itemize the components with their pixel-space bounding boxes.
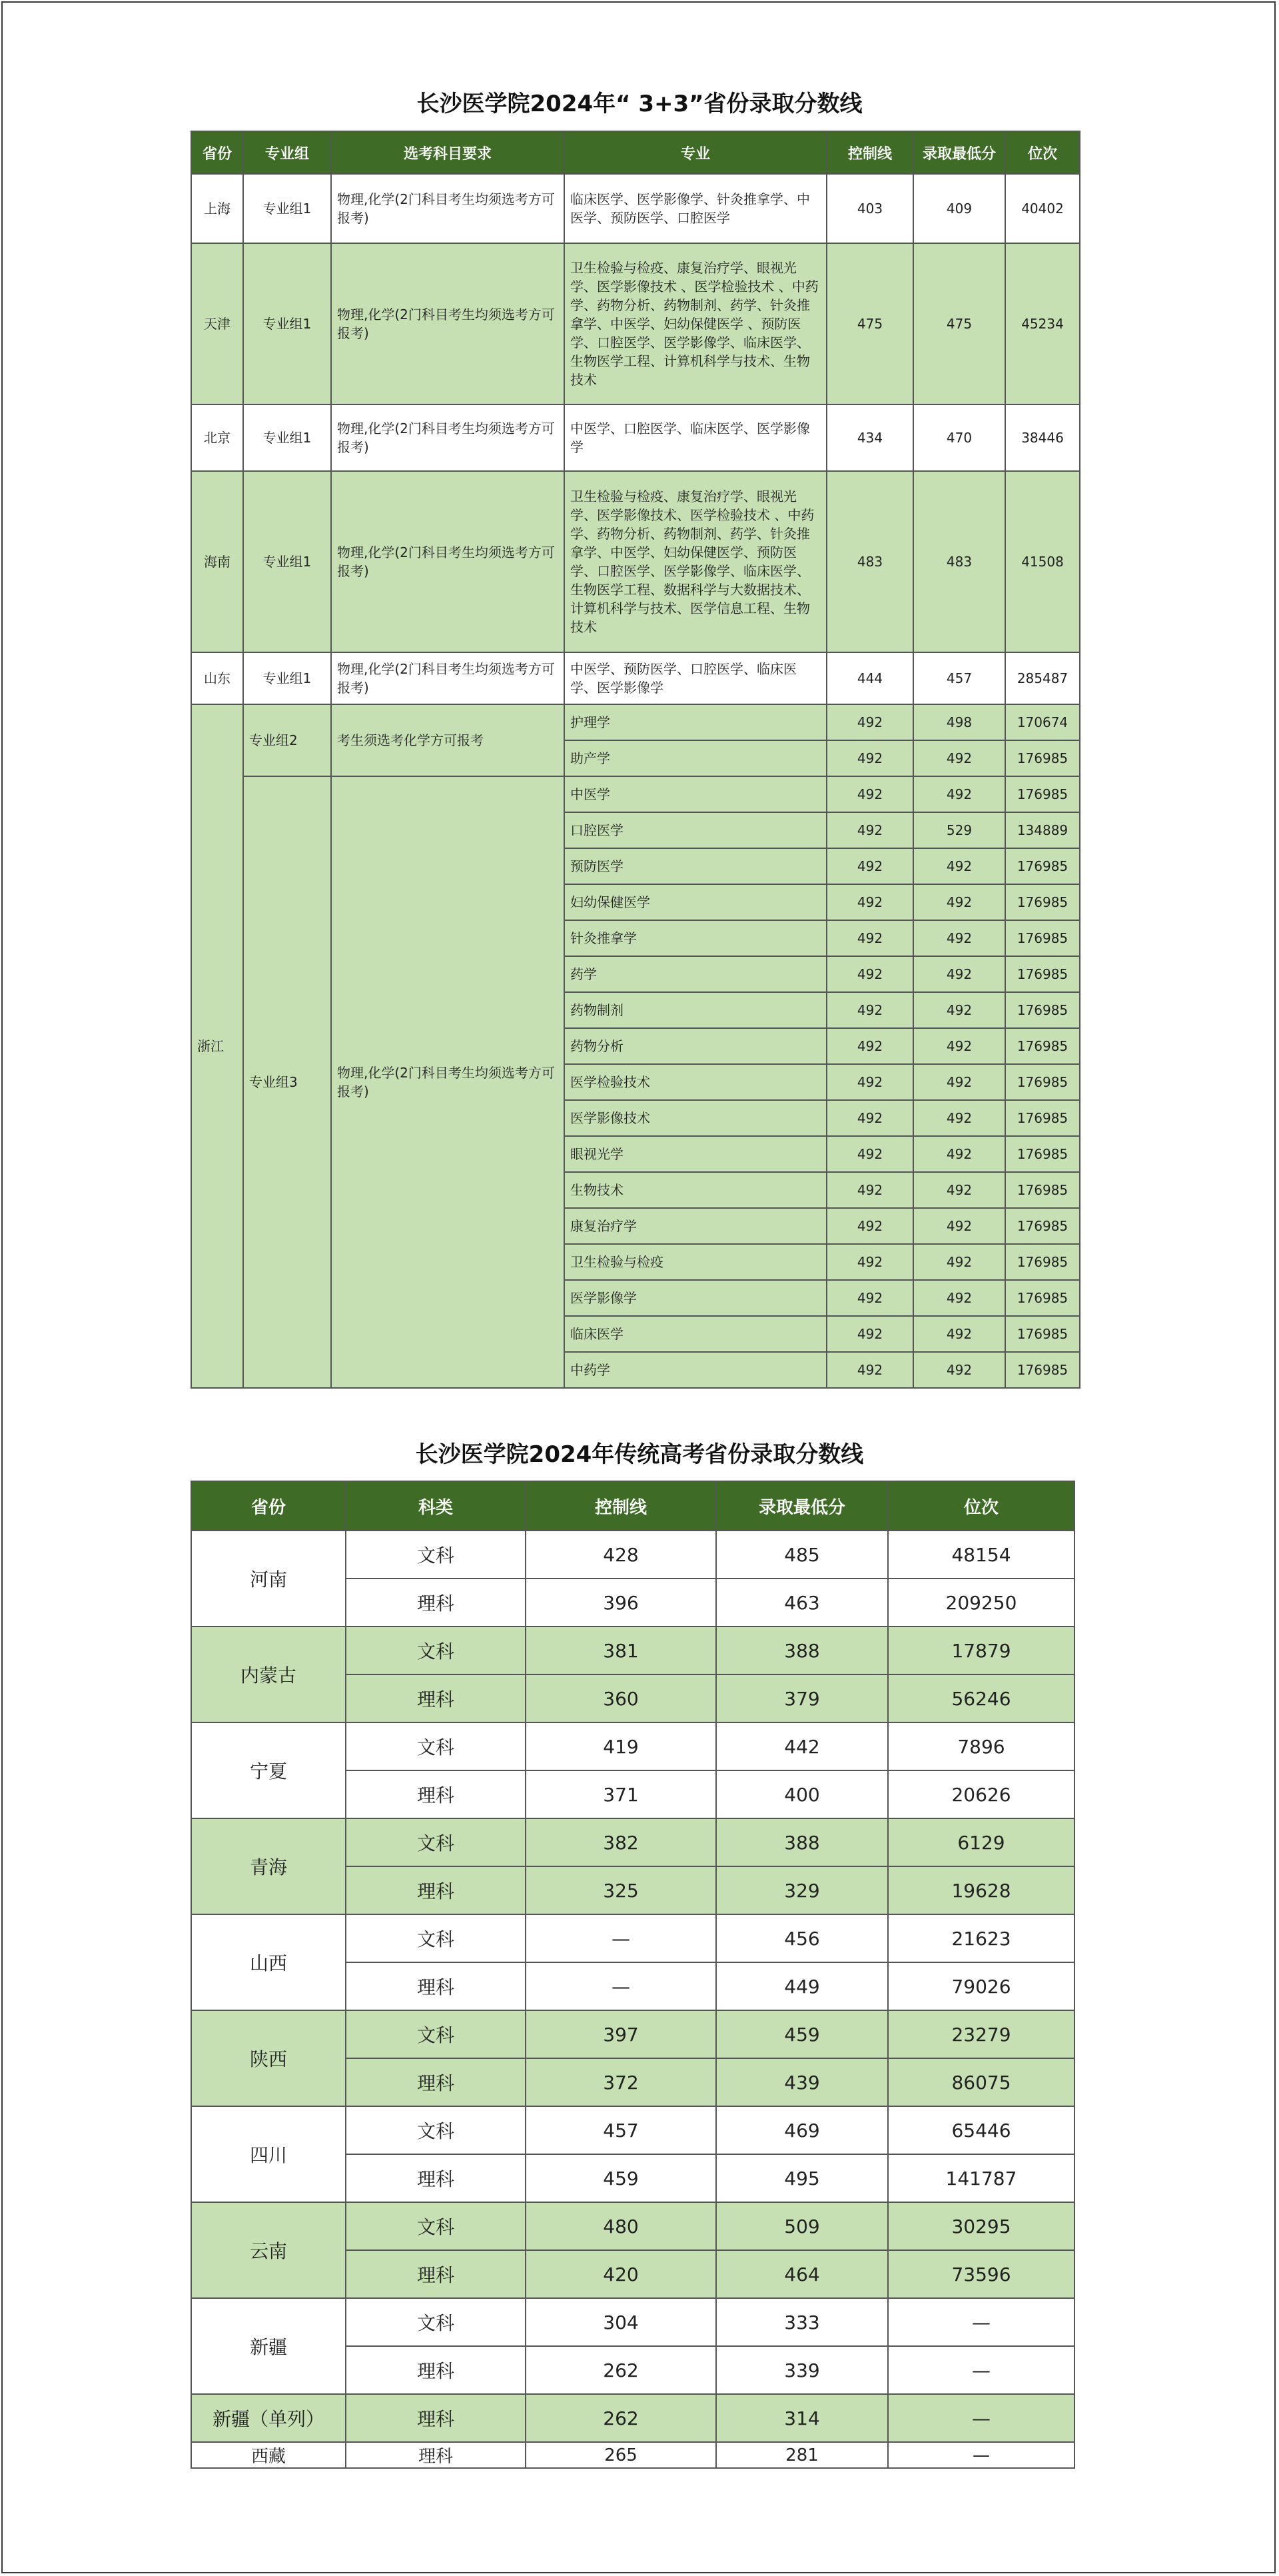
min-score-cell: 469 [716, 2106, 888, 2154]
control-line-cell: 262 [526, 2346, 716, 2394]
control-line-cell: 371 [526, 1770, 716, 1818]
major-cell: 助产学 [564, 740, 827, 776]
major-cell: 中药学 [564, 1352, 827, 1388]
rank-cell: — [888, 2394, 1074, 2442]
province-cell: 云南 [191, 2202, 346, 2298]
min-score-cell: 509 [716, 2202, 888, 2250]
rank-cell: 170674 [1005, 704, 1080, 740]
major-cell: 口腔医学 [564, 812, 827, 848]
major-cell: 针灸推拿学 [564, 920, 827, 956]
rank-cell: — [888, 2442, 1074, 2468]
province-cell: 内蒙古 [191, 1626, 346, 1722]
table-row [191, 2106, 1074, 2154]
control-line-cell: 434 [827, 404, 913, 471]
rank-cell: 7896 [888, 1722, 1074, 1770]
min-score-cell: 492 [913, 1280, 1005, 1316]
control-line-cell: 475 [827, 243, 913, 404]
control-line-cell: 372 [526, 2058, 716, 2106]
major-cell: 医学影像学 [564, 1280, 827, 1316]
rank-cell: 48154 [888, 1531, 1074, 1579]
group-cell: 专业组2 [243, 704, 331, 776]
requirement-cell: 物理,化学(2门科目考生均须选考方可报考) [331, 471, 564, 652]
min-score-cell: 388 [716, 1626, 888, 1674]
major-cell: 临床医学、医学影像学、针灸推拿学、中医学、预防医学、口腔医学 [564, 174, 827, 243]
major-cell: 预防医学 [564, 848, 827, 884]
rank-cell: 38446 [1005, 404, 1080, 471]
control-line-cell: 492 [827, 1316, 913, 1352]
subject-type-cell: 理科 [346, 2394, 526, 2442]
table2-body [191, 1531, 1074, 2468]
rank-cell: 176985 [1005, 1244, 1080, 1280]
min-score-cell: 492 [913, 1208, 1005, 1244]
min-score-cell: 281 [716, 2442, 888, 2468]
control-line-cell: 492 [827, 1136, 913, 1172]
min-score-cell: 492 [913, 1064, 1005, 1100]
major-cell: 康复治疗学 [564, 1208, 827, 1244]
province-cell: 新疆 [191, 2298, 346, 2394]
control-line-cell: 492 [827, 704, 913, 740]
requirement-cell: 物理,化学(2门科目考生均须选考方可报考) [331, 174, 564, 243]
rank-cell: 285487 [1005, 652, 1080, 704]
min-score-cell: 492 [913, 1316, 1005, 1352]
header-control-line: 控制线 [827, 131, 913, 174]
subject-type-cell: 文科 [346, 1914, 526, 1962]
major-cell: 卫生检验与检疫 [564, 1244, 827, 1280]
control-line-cell: 419 [526, 1722, 716, 1770]
min-score-cell: 492 [913, 1028, 1005, 1064]
rank-cell: 176985 [1005, 992, 1080, 1028]
control-line-cell: 444 [827, 652, 913, 704]
subject-type-cell: 文科 [346, 2298, 526, 2346]
rank-cell: 45234 [1005, 243, 1080, 404]
rank-cell: 176985 [1005, 1208, 1080, 1244]
major-cell: 医学影像技术 [564, 1100, 827, 1136]
header-min-score: 录取最低分 [716, 1481, 888, 1531]
min-score-cell: 492 [913, 848, 1005, 884]
table1-body [191, 174, 1080, 1388]
province-cell: 北京 [191, 404, 243, 471]
control-line-cell: 325 [526, 1866, 716, 1914]
major-cell: 药物制剂 [564, 992, 827, 1028]
subject-type-cell: 理科 [346, 2154, 526, 2202]
subject-type-cell: 文科 [346, 2010, 526, 2058]
min-score-cell: 475 [913, 243, 1005, 404]
table-row [191, 1626, 1074, 1674]
major-cell: 妇幼保健医学 [564, 884, 827, 920]
subject-type-cell: 理科 [346, 2442, 526, 2468]
header-rank: 位次 [888, 1481, 1074, 1531]
province-cell: 青海 [191, 1818, 346, 1914]
min-score-cell: 339 [716, 2346, 888, 2394]
table-row [191, 2202, 1074, 2250]
control-line-cell: 262 [526, 2394, 716, 2442]
rank-cell: 176985 [1005, 1028, 1080, 1064]
table-row [191, 776, 1080, 812]
min-score-cell: 333 [716, 2298, 888, 2346]
requirement-cell: 物理,化学(2门科目考生均须选考方可报考) [331, 404, 564, 471]
rank-cell: 176985 [1005, 1136, 1080, 1172]
rank-cell: 20626 [888, 1770, 1074, 1818]
min-score-cell: 457 [913, 652, 1005, 704]
header-province: 省份 [191, 1481, 346, 1531]
control-line-cell: 492 [827, 812, 913, 848]
subject-type-cell: 理科 [346, 1962, 526, 2010]
control-line-cell: 492 [827, 1028, 913, 1064]
requirement-cell: 考生须选考化学方可报考 [331, 704, 564, 776]
subject-type-cell: 文科 [346, 2202, 526, 2250]
group-cell: 专业组1 [243, 174, 331, 243]
header-subject-type: 科类 [346, 1481, 526, 1531]
rank-cell: 73596 [888, 2250, 1074, 2298]
rank-cell: 30295 [888, 2202, 1074, 2250]
control-line-cell: 492 [827, 776, 913, 812]
province-cell: 山西 [191, 1914, 346, 2010]
major-cell: 护理学 [564, 704, 827, 740]
province-cell: 上海 [191, 174, 243, 243]
min-score-cell: 314 [716, 2394, 888, 2442]
group-cell: 专业组3 [243, 776, 331, 1388]
header-major: 专业 [564, 131, 827, 174]
control-line-cell: 457 [526, 2106, 716, 2154]
table-row [191, 1722, 1074, 1770]
min-score-cell: 464 [716, 2250, 888, 2298]
min-score-cell: 495 [716, 2154, 888, 2202]
table-row [191, 2298, 1074, 2346]
min-score-cell: 329 [716, 1866, 888, 1914]
rank-cell: 176985 [1005, 884, 1080, 920]
min-score-cell: 442 [716, 1722, 888, 1770]
group-cell: 专业组1 [243, 471, 331, 652]
table-row [191, 1531, 1074, 1579]
province-cell: 浙江 [191, 704, 243, 1388]
province-cell: 西藏 [191, 2442, 346, 2468]
province-cell: 海南 [191, 471, 243, 652]
requirement-cell: 物理,化学(2门科目考生均须选考方可报考) [331, 776, 564, 1388]
control-line-cell: 403 [827, 174, 913, 243]
rank-cell: 41508 [1005, 471, 1080, 652]
rank-cell: 79026 [888, 1962, 1074, 2010]
header-group: 专业组 [243, 131, 331, 174]
table-row [191, 1914, 1074, 1962]
header-control-line: 控制线 [526, 1481, 716, 1531]
major-cell: 生物技术 [564, 1172, 827, 1208]
header-province: 省份 [191, 131, 243, 174]
major-cell: 卫生检验与检疫、康复治疗学、眼视光学、医学影像技术、医学检验技术 、中药学、药物分析、药物制剂、药学、针灸推拿学、中医学、妇幼保健医学、预防医学、口腔医学、医学影像学、临床医学、生物医学工程、数据科学与大数据技术、计算机科学与技术、医学信息工程、生物技术 [564, 471, 827, 652]
header-min-score: 录取最低分 [913, 131, 1005, 174]
header-rank: 位次 [1005, 131, 1080, 174]
control-line-cell: 492 [827, 1172, 913, 1208]
table-row [191, 404, 1080, 471]
rank-cell: 56246 [888, 1674, 1074, 1722]
table-row [191, 704, 1080, 740]
subject-type-cell: 理科 [346, 2250, 526, 2298]
control-line-cell: 381 [526, 1626, 716, 1674]
table1-title: 长沙医学院2024年“ 3+3”省份录取分数线 [416, 91, 863, 117]
table-row [191, 652, 1080, 704]
min-score-cell: 492 [913, 1172, 1005, 1208]
rank-cell: 19628 [888, 1866, 1074, 1914]
major-cell: 药学 [564, 956, 827, 992]
subject-type-cell: 理科 [346, 1579, 526, 1626]
control-line-cell: 360 [526, 1674, 716, 1722]
table-row [191, 174, 1080, 243]
subject-type-cell: 理科 [346, 2058, 526, 2106]
major-cell: 中医学、口腔医学、临床医学、医学影像学 [564, 404, 827, 471]
subject-type-cell: 文科 [346, 1722, 526, 1770]
province-cell: 山东 [191, 652, 243, 704]
major-cell: 卫生检验与检疫、康复治疗学、眼视光学、医学影像技术 、医学检验技术 、中药学、药物分析、药物制剂、药学、针灸推拿学、中医学、妇幼保健医学 、预防医学、口腔医学、医学影像学、临床医学、生物医学工程、计算机科学与技术、生物技术 [564, 243, 827, 404]
control-line-cell: 492 [827, 848, 913, 884]
control-line-cell: 492 [827, 956, 913, 992]
rank-cell: 176985 [1005, 848, 1080, 884]
min-score-cell: 379 [716, 1674, 888, 1722]
min-score-cell: 492 [913, 1100, 1005, 1136]
rank-cell: — [888, 2298, 1074, 2346]
rank-cell: 176985 [1005, 956, 1080, 992]
rank-cell: 176985 [1005, 1316, 1080, 1352]
control-line-cell: 492 [827, 884, 913, 920]
table-3plus3-scores [191, 131, 1080, 1389]
min-score-cell: 483 [913, 471, 1005, 652]
header-requirement: 选考科目要求 [331, 131, 564, 174]
control-line-cell: 428 [526, 1531, 716, 1579]
rank-cell: 21623 [888, 1914, 1074, 1962]
min-score-cell: 492 [913, 1136, 1005, 1172]
table2-header-row [191, 1481, 1074, 1531]
control-line-cell: 492 [827, 1208, 913, 1244]
table-traditional-scores [191, 1481, 1075, 2469]
rank-cell: 176985 [1005, 776, 1080, 812]
table-row [191, 243, 1080, 404]
group-cell: 专业组1 [243, 652, 331, 704]
requirement-cell: 物理,化学(2门科目考生均须选考方可报考) [331, 243, 564, 404]
subject-type-cell: 理科 [346, 1866, 526, 1914]
control-line-cell: 492 [827, 992, 913, 1028]
rank-cell: 65446 [888, 2106, 1074, 2154]
control-line-cell: 396 [526, 1579, 716, 1626]
min-score-cell: 470 [913, 404, 1005, 471]
major-cell: 医学检验技术 [564, 1064, 827, 1100]
rank-cell: 176985 [1005, 1064, 1080, 1100]
subject-type-cell: 文科 [346, 1626, 526, 1674]
min-score-cell: 492 [913, 884, 1005, 920]
rank-cell: 209250 [888, 1579, 1074, 1626]
min-score-cell: 492 [913, 740, 1005, 776]
subject-type-cell: 文科 [346, 1531, 526, 1579]
province-cell: 宁夏 [191, 1722, 346, 1818]
requirement-cell: 物理,化学(2门科目考生均须选考方可报考) [331, 652, 564, 704]
rank-cell: 176985 [1005, 1352, 1080, 1388]
rank-cell: 176985 [1005, 1172, 1080, 1208]
rank-cell: 6129 [888, 1818, 1074, 1866]
rank-cell: 176985 [1005, 1280, 1080, 1316]
min-score-cell: 449 [716, 1962, 888, 2010]
subject-type-cell: 理科 [346, 1770, 526, 1818]
table-row [191, 2394, 1074, 2442]
rank-cell: 176985 [1005, 740, 1080, 776]
control-line-cell: — [526, 1962, 716, 2010]
control-line-cell: 382 [526, 1818, 716, 1866]
province-cell: 四川 [191, 2106, 346, 2202]
table1-header-row [191, 131, 1080, 174]
min-score-cell: 400 [716, 1770, 888, 1818]
province-cell: 天津 [191, 243, 243, 404]
rank-cell: 40402 [1005, 174, 1080, 243]
province-cell: 新疆（单列） [191, 2394, 346, 2442]
min-score-cell: 529 [913, 812, 1005, 848]
control-line-cell: 304 [526, 2298, 716, 2346]
major-cell: 临床医学 [564, 1316, 827, 1352]
min-score-cell: 459 [716, 2010, 888, 2058]
control-line-cell: 480 [526, 2202, 716, 2250]
rank-cell: 86075 [888, 2058, 1074, 2106]
control-line-cell: — [526, 1914, 716, 1962]
subject-type-cell: 理科 [346, 2346, 526, 2394]
min-score-cell: 463 [716, 1579, 888, 1626]
control-line-cell: 265 [526, 2442, 716, 2468]
min-score-cell: 388 [716, 1818, 888, 1866]
min-score-cell: 492 [913, 956, 1005, 992]
major-cell: 中医学、预防医学、口腔医学、临床医学、医学影像学 [564, 652, 827, 704]
min-score-cell: 409 [913, 174, 1005, 243]
province-cell: 陕西 [191, 2010, 346, 2106]
control-line-cell: 492 [827, 1064, 913, 1100]
control-line-cell: 459 [526, 2154, 716, 2202]
control-line-cell: 492 [827, 1244, 913, 1280]
min-score-cell: 498 [913, 704, 1005, 740]
group-cell: 专业组1 [243, 404, 331, 471]
rank-cell: — [888, 2346, 1074, 2394]
table2-title: 长沙医学院2024年传统高考省份录取分数线 [415, 1441, 864, 1468]
table-row [191, 2010, 1074, 2058]
subject-type-cell: 文科 [346, 1818, 526, 1866]
rank-cell: 176985 [1005, 1100, 1080, 1136]
control-line-cell: 492 [827, 920, 913, 956]
min-score-cell: 492 [913, 776, 1005, 812]
control-line-cell: 483 [827, 471, 913, 652]
min-score-cell: 485 [716, 1531, 888, 1579]
control-line-cell: 492 [827, 740, 913, 776]
major-cell: 药物分析 [564, 1028, 827, 1064]
min-score-cell: 456 [716, 1914, 888, 1962]
table-row [191, 2442, 1074, 2468]
control-line-cell: 397 [526, 2010, 716, 2058]
major-cell: 中医学 [564, 776, 827, 812]
major-cell: 眼视光学 [564, 1136, 827, 1172]
control-line-cell: 492 [827, 1280, 913, 1316]
rank-cell: 176985 [1005, 920, 1080, 956]
min-score-cell: 492 [913, 1352, 1005, 1388]
min-score-cell: 492 [913, 992, 1005, 1028]
min-score-cell: 439 [716, 2058, 888, 2106]
rank-cell: 23279 [888, 2010, 1074, 2058]
rank-cell: 134889 [1005, 812, 1080, 848]
min-score-cell: 492 [913, 920, 1005, 956]
group-cell: 专业组1 [243, 243, 331, 404]
control-line-cell: 420 [526, 2250, 716, 2298]
rank-cell: 17879 [888, 1626, 1074, 1674]
table-row [191, 1818, 1074, 1866]
rank-cell: 141787 [888, 2154, 1074, 2202]
subject-type-cell: 文科 [346, 2106, 526, 2154]
province-cell: 河南 [191, 1531, 346, 1626]
control-line-cell: 492 [827, 1352, 913, 1388]
min-score-cell: 492 [913, 1244, 1005, 1280]
subject-type-cell: 理科 [346, 1674, 526, 1722]
table-row [191, 471, 1080, 652]
control-line-cell: 492 [827, 1100, 913, 1136]
